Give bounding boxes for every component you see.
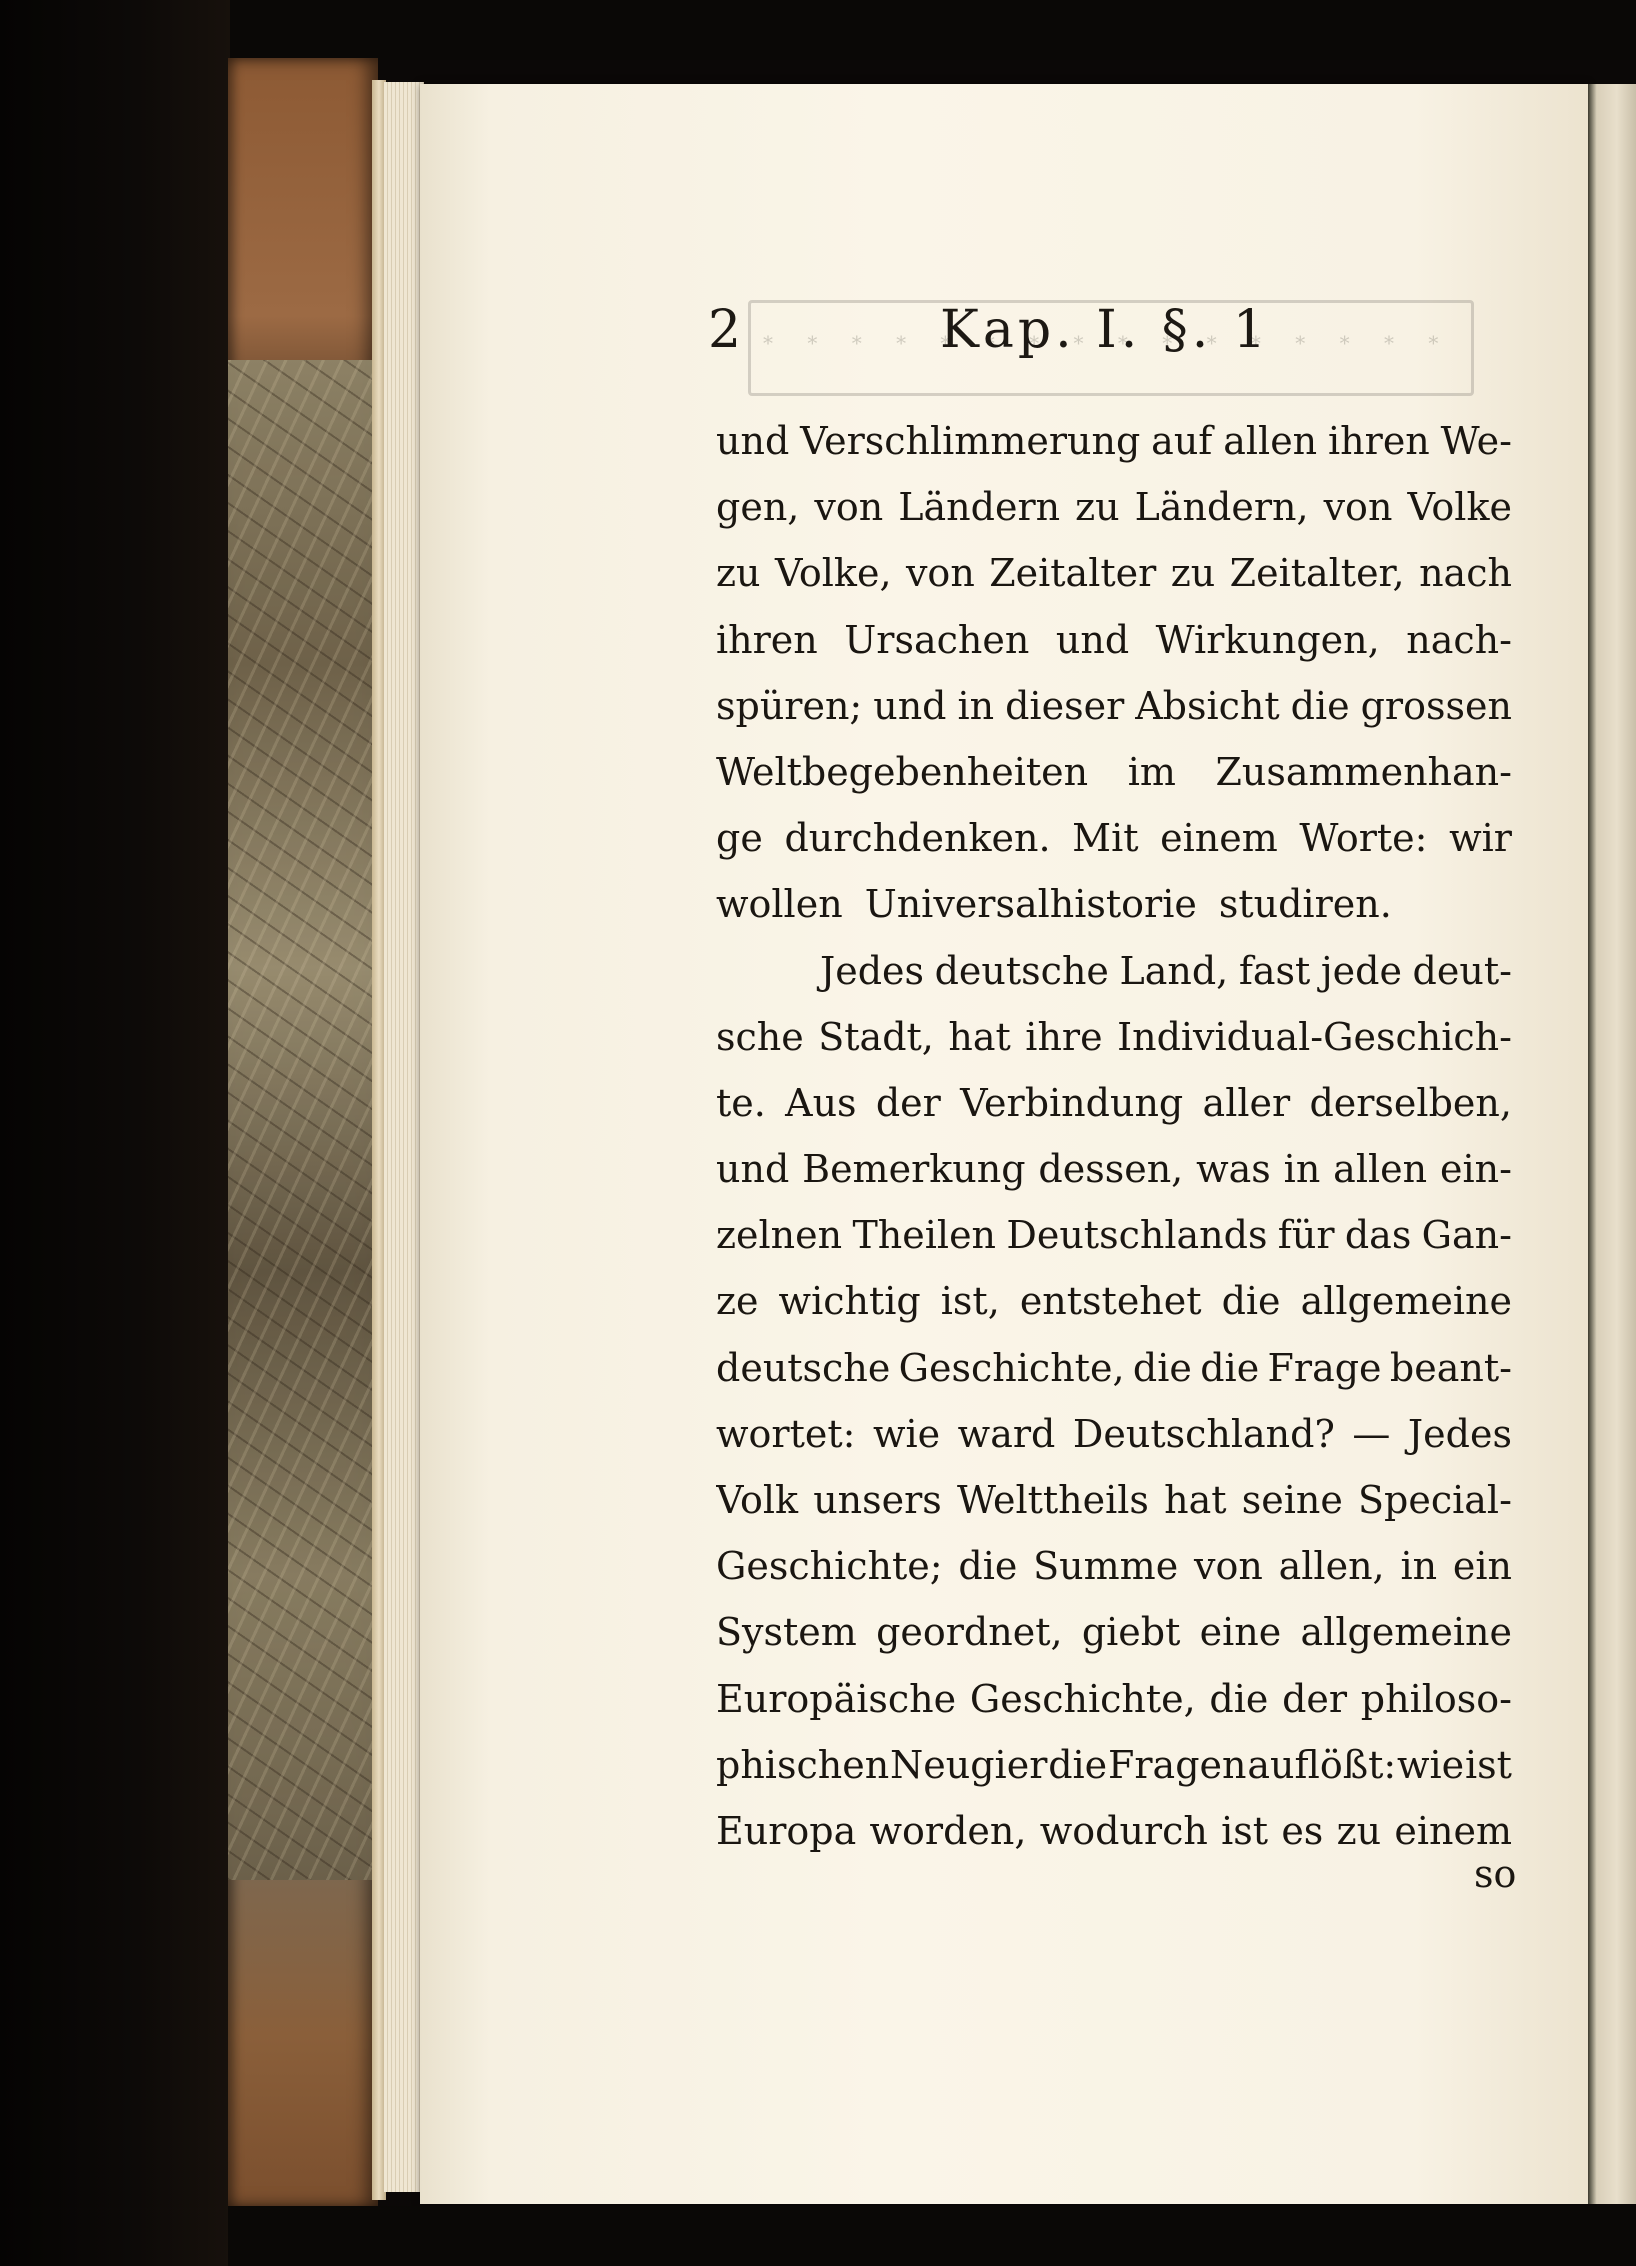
- word: hat: [1164, 1478, 1227, 1522]
- word: Jedes: [820, 948, 925, 993]
- word: Ländern: [898, 485, 1061, 530]
- word: Welttheils: [957, 1478, 1149, 1522]
- word: Gan-: [1421, 1213, 1512, 1258]
- word: und: [873, 683, 947, 728]
- top-background: [228, 0, 1636, 60]
- word: dessen,: [1038, 1147, 1184, 1192]
- word: Summe: [1033, 1544, 1179, 1589]
- word: ist: [1465, 1742, 1512, 1787]
- word: Zeitalter,: [1229, 551, 1405, 596]
- word: We-: [1440, 419, 1512, 463]
- word: ze: [716, 1279, 759, 1324]
- word: ist,: [940, 1279, 1000, 1324]
- word: Bemerkung: [802, 1147, 1026, 1192]
- word: ihren: [716, 617, 818, 662]
- word: Land,: [1119, 948, 1229, 993]
- word: zu: [1336, 1808, 1382, 1853]
- word: deutsche: [934, 948, 1109, 993]
- word: Universalhistorie: [864, 882, 1197, 927]
- word: ein: [1452, 1544, 1512, 1589]
- word: Deutschland?: [1072, 1411, 1335, 1456]
- word: nach-: [1406, 617, 1512, 662]
- word: fast: [1238, 948, 1311, 993]
- word: die: [1209, 1676, 1269, 1721]
- word: entstehet: [1019, 1279, 1202, 1324]
- word: allgemeine: [1300, 1279, 1512, 1324]
- word: allen,: [1278, 1544, 1385, 1589]
- word: Europäische: [716, 1676, 957, 1721]
- word: ihre: [1025, 1014, 1103, 1059]
- word: grossen: [1360, 683, 1512, 728]
- word: Absicht: [1135, 683, 1280, 728]
- word: Fragen: [1108, 1742, 1247, 1787]
- word: in: [1400, 1544, 1438, 1589]
- word: deutsche: [716, 1345, 891, 1390]
- word: seine: [1241, 1478, 1343, 1522]
- word: allgemeine: [1300, 1610, 1512, 1655]
- word: Zusammenhan-: [1215, 749, 1512, 794]
- word: spüren;: [716, 683, 863, 728]
- word: aller: [1202, 1080, 1291, 1125]
- text-line: [716, 739, 1512, 805]
- text-line: [716, 474, 1512, 540]
- word: Volke: [1407, 485, 1512, 530]
- word: wichtig: [778, 1279, 921, 1324]
- word: zu: [1075, 485, 1120, 530]
- word: von: [814, 485, 884, 530]
- next-page-edge: [1588, 84, 1636, 2204]
- text-line: [716, 607, 1512, 673]
- word: zelnen: [716, 1213, 843, 1258]
- word: allen: [1333, 1147, 1428, 1192]
- word: Ländern,: [1134, 485, 1309, 530]
- bottom-background: [228, 2206, 1636, 2266]
- running-head: Kap. I. §. 1: [940, 300, 1270, 360]
- word: von: [905, 551, 975, 596]
- word: Aus: [785, 1080, 857, 1125]
- word: die: [1221, 1279, 1281, 1324]
- page-number: 2: [708, 300, 742, 360]
- word: der: [875, 1080, 941, 1125]
- word: eine: [1199, 1610, 1282, 1655]
- word: Verschlimmerung: [800, 419, 1141, 463]
- word: einem: [1394, 1808, 1512, 1853]
- word: Verbindung: [960, 1080, 1184, 1125]
- word: sche: [716, 1014, 804, 1059]
- word: Neugier: [890, 1742, 1048, 1787]
- word: Frage: [1267, 1345, 1382, 1390]
- word: Stadt,: [818, 1014, 934, 1059]
- word: wortet:: [716, 1411, 856, 1456]
- word: Theilen: [852, 1213, 997, 1258]
- word: beant-: [1389, 1345, 1512, 1390]
- word: die: [1200, 1345, 1260, 1390]
- text-line: [716, 1599, 1512, 1665]
- word: der: [1282, 1676, 1348, 1721]
- word: gen,: [716, 485, 800, 530]
- page-stack-edges: [384, 82, 424, 2192]
- word: wir: [1449, 816, 1512, 861]
- word: ge: [716, 816, 763, 861]
- word: Mit: [1072, 816, 1139, 861]
- word: phischen: [716, 1742, 890, 1787]
- text-line: [716, 673, 1512, 739]
- text-line: [716, 1798, 1512, 1864]
- text-line: [716, 1666, 1512, 1732]
- word: Deutschlands: [1006, 1213, 1268, 1258]
- word: derselben,: [1309, 1080, 1512, 1125]
- word: wollen: [716, 882, 843, 927]
- dark-background: [0, 0, 230, 2266]
- word: jede: [1320, 948, 1402, 993]
- word: zu: [1170, 551, 1216, 596]
- word: die: [1290, 683, 1350, 728]
- word: dieser: [1005, 683, 1125, 728]
- word: deut-: [1412, 948, 1512, 993]
- word: von: [1323, 485, 1393, 530]
- catchword: so: [1474, 1852, 1517, 1896]
- body-text: [716, 408, 1512, 1864]
- marbled-cover-paper: [228, 360, 378, 1880]
- word: Volk: [716, 1478, 799, 1522]
- word: hat: [948, 1014, 1011, 1059]
- text-line: [716, 1732, 1512, 1798]
- word: Jedes: [1407, 1411, 1512, 1456]
- word: Ursachen: [844, 617, 1030, 662]
- text-line: [716, 1202, 1512, 1268]
- word: die: [1132, 1345, 1192, 1390]
- word: durchdenken.: [784, 816, 1051, 861]
- word: —: [1352, 1411, 1391, 1456]
- word: System: [716, 1610, 857, 1655]
- word: und: [716, 419, 790, 463]
- word: ward: [957, 1411, 1056, 1456]
- word: Volke,: [774, 551, 892, 596]
- word: Geschichte,: [969, 1676, 1196, 1721]
- word: von: [1194, 1544, 1263, 1589]
- text-line: [716, 540, 1512, 606]
- text-line: [716, 1335, 1512, 1401]
- word: nach: [1419, 551, 1512, 596]
- word: es: [1281, 1808, 1324, 1853]
- word: Weltbegebenheiten: [716, 749, 1089, 794]
- word: Geschichte,: [898, 1345, 1125, 1390]
- word: giebt: [1081, 1610, 1181, 1655]
- text-line: [716, 1467, 1512, 1533]
- word: unsers: [813, 1478, 942, 1522]
- word: wie: [1397, 1742, 1465, 1787]
- word: das: [1344, 1213, 1412, 1258]
- text-line: [716, 1533, 1512, 1599]
- word: Special-: [1358, 1478, 1512, 1522]
- word: einem: [1160, 816, 1278, 861]
- text-line: [716, 805, 1512, 871]
- word: ein-: [1439, 1147, 1512, 1192]
- word: allen: [1223, 419, 1318, 463]
- word: Zeitalter: [989, 551, 1157, 596]
- text-line: [716, 938, 1512, 1004]
- text-line: [716, 1070, 1512, 1136]
- word: Individual-Geschich-: [1117, 1014, 1512, 1059]
- word: auf: [1151, 419, 1213, 463]
- word: was: [1196, 1147, 1271, 1192]
- word: philoso-: [1360, 1676, 1512, 1721]
- word: te.: [716, 1080, 766, 1125]
- word: Geschichte;: [716, 1544, 943, 1589]
- text-line: [716, 1004, 1512, 1070]
- word: im: [1127, 749, 1176, 794]
- text-line: [716, 408, 1512, 474]
- text-line: [716, 871, 1512, 937]
- word: wodurch: [1039, 1808, 1208, 1853]
- word: worden,: [869, 1808, 1027, 1853]
- word: und: [1055, 617, 1130, 662]
- word: auflößt:: [1247, 1742, 1397, 1787]
- word: in: [1283, 1147, 1321, 1192]
- word: ihren: [1328, 419, 1430, 463]
- word: studiren.: [1218, 882, 1392, 927]
- word: Europa: [716, 1808, 857, 1853]
- text-line: [716, 1401, 1512, 1467]
- word: in: [957, 683, 995, 728]
- word: die: [1048, 1742, 1108, 1787]
- word: ist: [1221, 1808, 1269, 1853]
- word: wie: [872, 1411, 941, 1456]
- word: Worte:: [1299, 816, 1428, 861]
- word: geordnet,: [876, 1610, 1063, 1655]
- word: und: [716, 1147, 790, 1192]
- word: Wirkungen,: [1155, 617, 1380, 662]
- word: die: [958, 1544, 1018, 1589]
- text-line: [716, 1268, 1512, 1334]
- word: für: [1277, 1213, 1335, 1258]
- word: zu: [716, 551, 761, 596]
- text-line: [716, 1136, 1512, 1202]
